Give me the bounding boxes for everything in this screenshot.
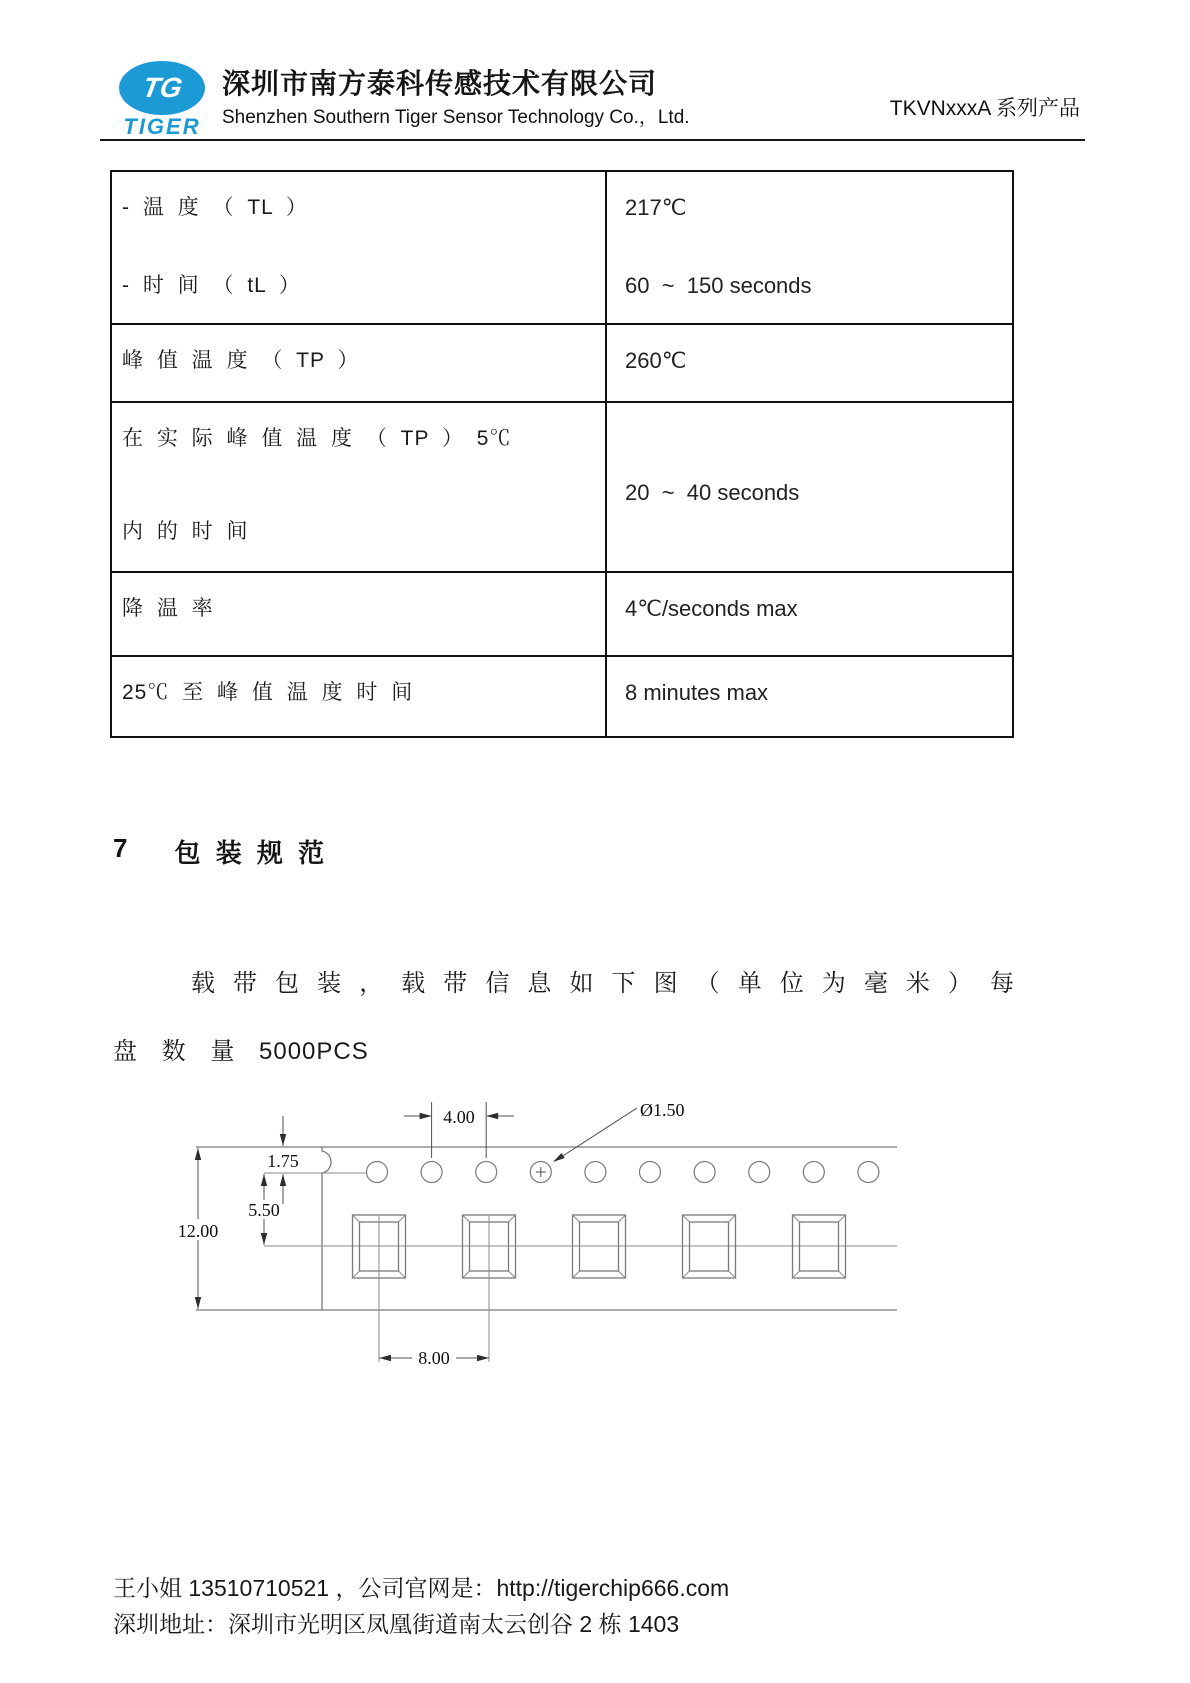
section-heading: [113, 833, 325, 870]
param-label: 峰 值 温 度 （ TP ）: [122, 349, 360, 372]
param-cell: [111, 324, 606, 402]
param-value: 20 ~ 40 seconds: [625, 480, 800, 505]
value-cell: [606, 324, 1013, 402]
tape-break-line: [322, 1147, 331, 1310]
table-row: [111, 324, 1013, 402]
dim-edge-to-hole: [262, 1116, 304, 1204]
dim-label-edge-to-hole: 1.75: [267, 1151, 299, 1171]
param-label: 降 温 率: [122, 597, 214, 620]
section-number: 7: [113, 833, 129, 863]
dim-label-hole-to-pocket: 5.50: [248, 1200, 280, 1220]
dim-hole-diameter: [553, 1100, 685, 1162]
param-cell: [111, 572, 606, 656]
param-value: 60 ~ 150 seconds: [625, 273, 812, 298]
param-value: 260℃: [625, 348, 687, 373]
param-label: - 温 度 （ TL ）: [122, 196, 308, 219]
table-row: [111, 171, 1013, 324]
solder-profile-table: [110, 170, 1014, 738]
header-divider: [100, 139, 1085, 141]
dim-label-pocket-pitch: 8.00: [418, 1348, 450, 1368]
param-value: 8 minutes max: [625, 680, 769, 705]
dim-label-hole-diameter: Ø1.50: [640, 1100, 685, 1120]
product-series-label: TKVNxxxA 系列产品: [889, 97, 1080, 120]
company-name-cn: 深圳市南方泰科传感技术有限公司: [222, 68, 658, 99]
logo-monogram: TG: [139, 72, 185, 103]
packaging-paragraph-line2: 盘 数 量 5000PCS: [113, 1038, 369, 1065]
logo-brand-text: TIGER: [123, 114, 201, 139]
dim-hole-pitch: [404, 1102, 514, 1158]
table-row: [111, 656, 1013, 737]
value-cell: [606, 171, 1013, 324]
dim-hole-to-pocket: [243, 1174, 285, 1245]
value-cell: [606, 656, 1013, 737]
footer-contact-line: 王小姐 13510710521 ，公司官网是：http://tigerchip666.com: [113, 1575, 730, 1601]
table-row: [111, 572, 1013, 656]
packaging-paragraph-line1: 载 带 包 装 ， 载 带 信 息 如 下 图 （ 单 位 为 毫 米 ） 每: [191, 970, 1014, 997]
dim-pocket-pitch: [379, 1348, 489, 1368]
param-cell: [111, 656, 606, 737]
value-cell: [606, 402, 1013, 572]
param-label: 25℃ 至 峰 值 温 度 时 间: [122, 681, 414, 704]
company-logo: [119, 61, 205, 115]
param-value: 4℃/seconds max: [625, 596, 798, 621]
table-row: [111, 402, 1013, 572]
param-label: - 时 间 （ tL ）: [122, 274, 301, 297]
sprocket-holes: [367, 1162, 879, 1183]
dim-tape-width: [174, 1148, 222, 1309]
param-cell: [111, 402, 606, 572]
carrier-tape-drawing: [160, 1060, 920, 1380]
param-label: 在 实 际 峰 值 温 度 （ TP ） 5℃: [122, 427, 512, 450]
param-cell: [111, 171, 606, 324]
footer-address-line: 深圳地址：深圳市光明区凤凰街道南太云创谷 2 栋 1403: [113, 1611, 680, 1637]
section-title: 包 装 规 范: [174, 838, 326, 868]
dim-label-tape-width: 12.00: [177, 1221, 219, 1241]
param-value: 217℃: [625, 195, 687, 220]
param-label: 内 的 时 间: [122, 520, 249, 543]
company-name-en: Shenzhen Southern Tiger Sensor Technology Co.，Ltd.: [222, 107, 690, 128]
value-cell: [606, 572, 1013, 656]
dim-label-hole-pitch: 4.00: [443, 1107, 475, 1127]
